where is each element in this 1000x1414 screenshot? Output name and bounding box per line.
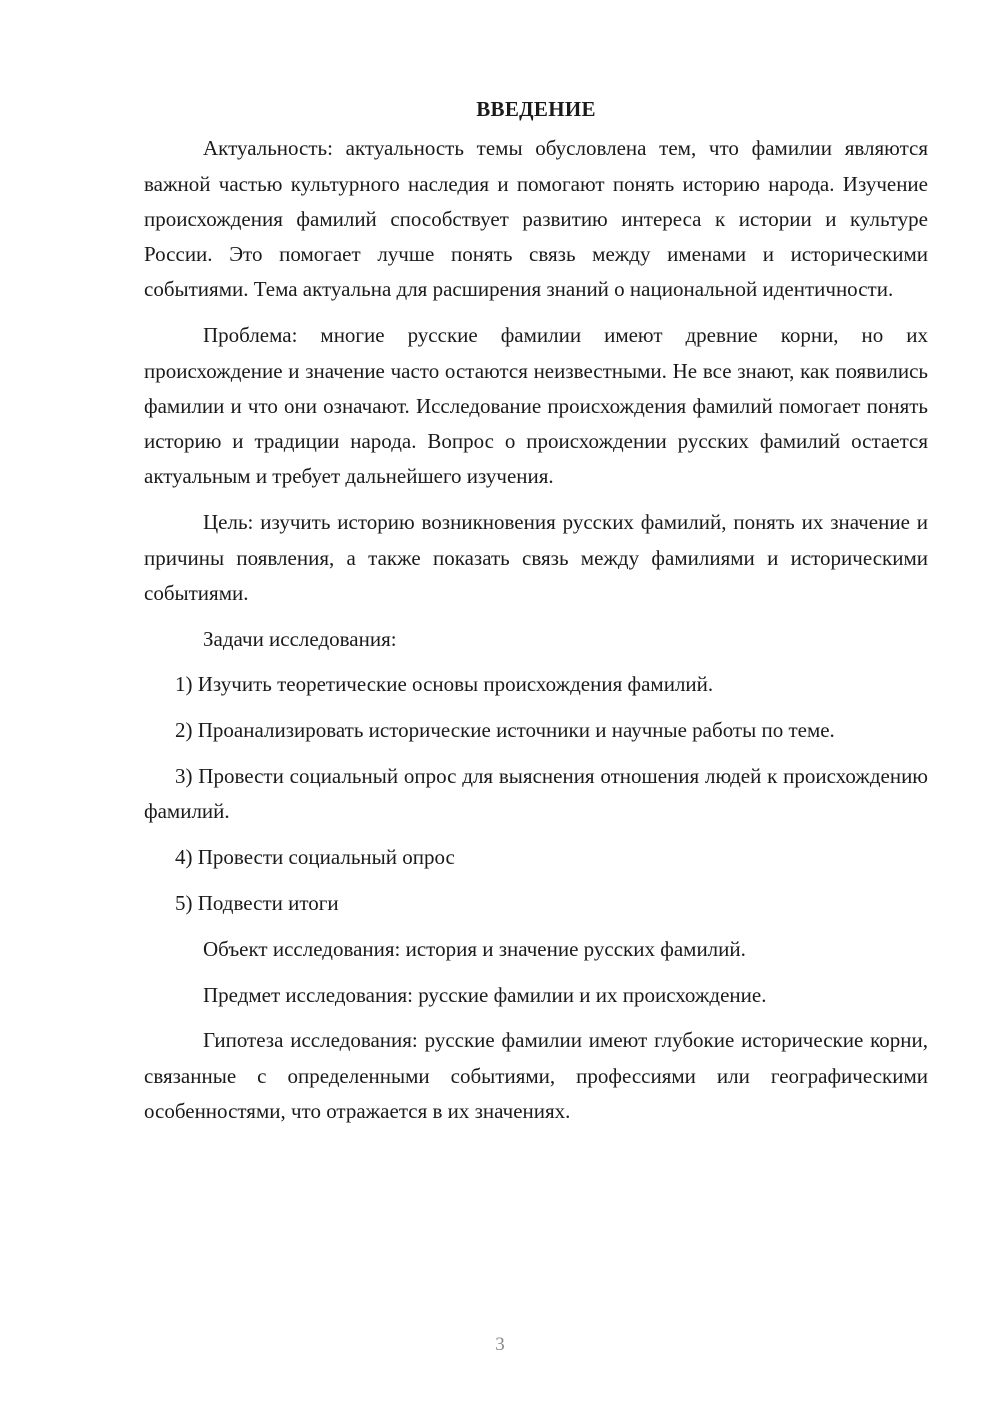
- page-title: ВВЕДЕНИЕ: [476, 97, 596, 121]
- task-item: 4) Провести социальный опрос: [175, 845, 455, 870]
- hypothesis-paragraph: Гипотеза исследования: русские фамилии имеют глубокие исторические корни, связанные с определенными событиями, профессиями или географическими особенностями, что отражается в их значениях.: [144, 1028, 928, 1123]
- task-item: 3) Провести социальный опрос для выяснения отношения людей к происхождению фамилий.: [144, 764, 928, 824]
- page-number: 3: [495, 1334, 505, 1355]
- subject-paragraph: Предмет исследования: русские фамилии и их происхождение.: [203, 982, 767, 1007]
- object-paragraph: Объект исследования: история и значение русских фамилий.: [203, 936, 746, 961]
- document-page: [144, 92, 928, 1140]
- tasks-heading: Задачи исследования:: [203, 626, 397, 651]
- task-item: 5) Подвести итоги: [175, 890, 339, 915]
- task-item: 1) Изучить теоретические основы происхождения фамилий.: [175, 672, 714, 697]
- relevance-paragraph: Актуальность: актуальность темы обусловлена тем, что фамилии являются важной частью культурного наследия и помогают понять историю народа. Изучение происхождения фамилий способствует развитию интереса к истории и культуре России. Это помогает лучше понять связь между именами и историческими событиями. Тема актуальна для расширения знаний о национальной идентичности.: [144, 136, 928, 302]
- goal-paragraph: Цель: изучить историю возникновения русских фамилий, понять их значение и причины появления, а также показать связь между фамилиями и историческими событиями.: [144, 510, 928, 605]
- task-item: 2) Проанализировать исторические источники и научные работы по теме.: [175, 718, 835, 743]
- problem-paragraph: Проблема: многие русские фамилии имеют древние корни, но их происхождение и значение часто остаются неизвестными. Не все знают, как появились фамилии и что они означают. Исследование происхождения фамилий помогает понять историю и традиции народа. Вопрос о происхождении русских фамилий остается актуальным и требует дальнейшего изучения.: [144, 323, 928, 489]
